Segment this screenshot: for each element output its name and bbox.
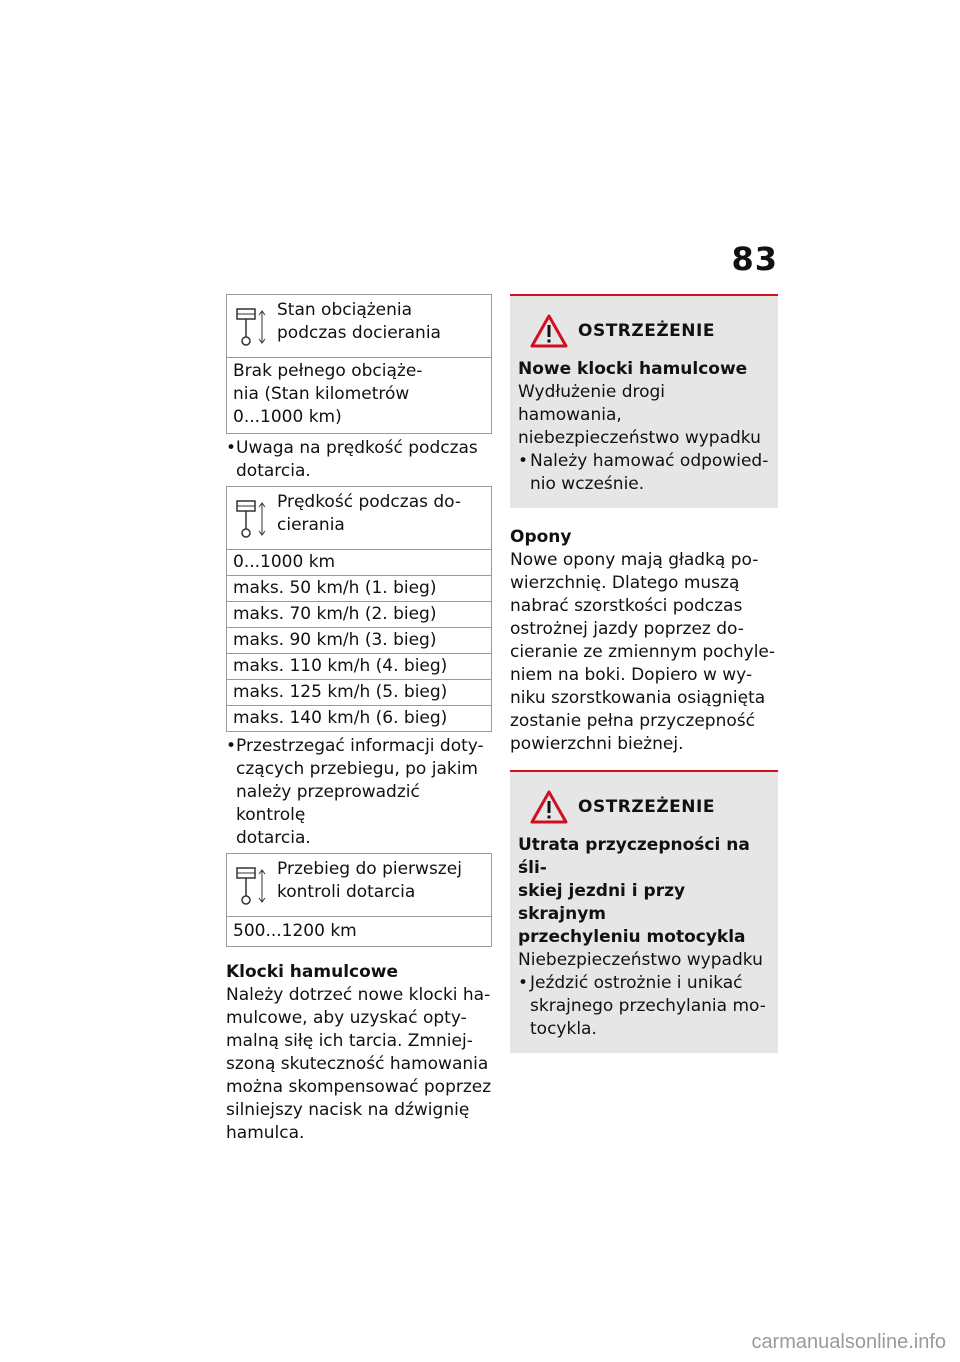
watermark-link[interactable]: carmanualsonline.info	[751, 1331, 946, 1353]
bullet-dot: •	[226, 438, 237, 458]
table-row: maks. 70 km/h (2. bieg)	[227, 601, 491, 627]
table-row: 0...1000 km	[233, 552, 336, 572]
warning-header	[530, 790, 770, 824]
list-item	[518, 972, 770, 1041]
table-row: 500...1200 km	[233, 921, 357, 941]
warning-text: Wydłużenie drogi hamowania, niebezpieczeństwo wypadku	[518, 382, 761, 448]
piston-gauge-icon	[235, 866, 269, 910]
warning-subtitle: Nowe klocki hamulcowe	[518, 359, 748, 379]
list-item-text: Jeździć ostrożnie i unikać skrajnego przechylania mo- tocykla.	[530, 973, 766, 1039]
list-item	[226, 437, 492, 483]
table-row: maks. 90 km/h (3. bieg)	[227, 627, 491, 653]
table-row: Brak pełnego obciąże- nia (Stan kilometrów 0...1000 km)	[233, 361, 423, 427]
list-item	[518, 450, 770, 496]
table-row: maks. 50 km/h (1. bieg)	[227, 575, 491, 601]
break-in-speed-table	[226, 486, 492, 732]
table-header	[227, 854, 491, 917]
bullet-dot: •	[518, 451, 529, 471]
piston-gauge-icon	[235, 499, 269, 543]
warning-box	[510, 770, 778, 1053]
table-header	[227, 295, 491, 358]
table-title: Prędkość podczas do- cierania	[277, 492, 462, 535]
warning-header	[530, 314, 770, 348]
break-in-load-table	[226, 294, 492, 434]
right-column	[510, 294, 778, 1053]
bullet-dot: •	[226, 736, 237, 756]
table-header	[227, 487, 491, 550]
table-row: maks. 110 km/h (4. bieg)	[227, 653, 491, 679]
warning-subtitle: Utrata przyczepności na śli- skiej jezdni i przy skrajnym przechyleniu motocykla	[518, 835, 750, 947]
bullet-dot: •	[518, 973, 529, 993]
warning-label: OSTRZEŻENIE	[578, 797, 715, 817]
warning-box	[510, 294, 778, 508]
table-title: Przebieg do pierwszej kontroli dotarcia	[277, 859, 462, 902]
list-item-text: Należy hamować odpowied- nio wcześnie.	[530, 451, 769, 494]
section-heading-tires: Opony	[510, 527, 572, 547]
section-heading-brakes: Klocki hamulcowe	[226, 962, 399, 982]
list-item	[226, 735, 492, 850]
brakes-paragraph: Należy dotrzeć nowe klocki ha- mulcowe, aby uzyskać opty- malną siłę ich tarcia. Zmniej- szoną skuteczność hamowania można skompensować poprzez silniejszy nacisk na dźwignię hamulca.	[226, 985, 492, 1143]
piston-gauge-icon	[235, 307, 269, 351]
table-row: maks. 125 km/h (5. bieg)	[227, 679, 491, 705]
warning-triangle-icon	[530, 314, 568, 348]
table-row: maks. 140 km/h (6. bieg)	[227, 705, 491, 731]
warning-text: Niebezpieczeństwo wypadku	[518, 950, 763, 970]
first-inspection-table	[226, 853, 492, 947]
tires-paragraph: Nowe opony mają gładką po- wierzchnię. Dlatego muszą nabrać szorstkości podczas ostrożnej jazdy poprzez do- cieranie ze zmiennym pochyle- niem na boki. Dopiero w wy- niku szorstkowania osiągnięta zostanie pełna przyczepność powierzchni bieżnej.	[510, 550, 776, 754]
warning-label: OSTRZEŻENIE	[578, 321, 715, 341]
list-item-text: Uwaga na prędkość podczas dotarcia.	[236, 438, 478, 481]
list-item-text: Przestrzegać informacji doty- czących przebiegu, po jakim należy przeprowadzić kontrolę dotarcia.	[236, 736, 484, 848]
warning-triangle-icon	[530, 790, 568, 824]
table-title: Stan obciążenia podczas docierania	[277, 300, 441, 343]
left-column	[226, 294, 492, 1145]
page-number: 83	[731, 240, 778, 278]
